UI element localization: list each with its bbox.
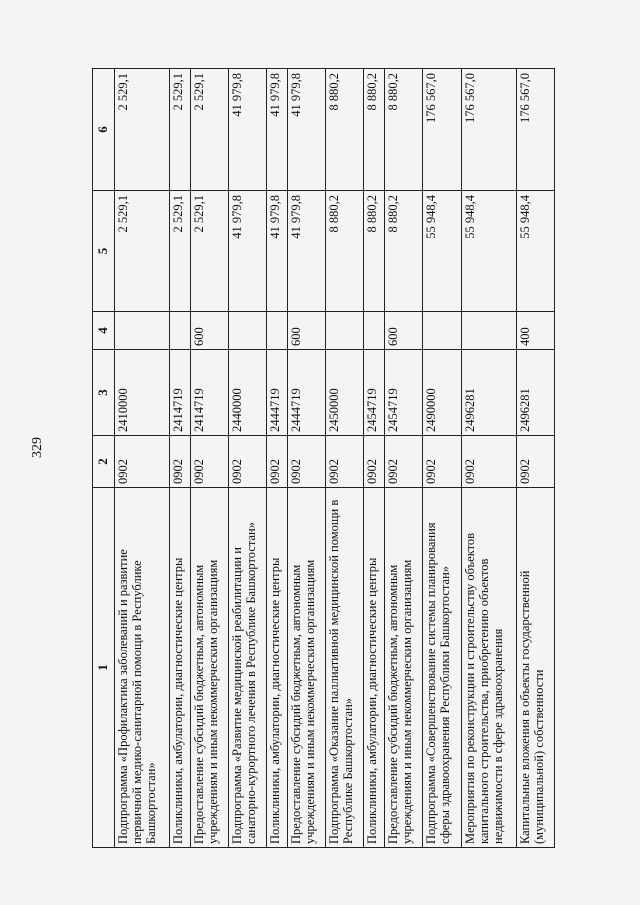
amount-col5-cell: 41 979,8 <box>229 191 267 312</box>
amount-col6-cell: 8 880,2 <box>385 69 423 191</box>
table-row <box>461 69 516 848</box>
table-row <box>229 69 267 848</box>
row-name-cell: Поликлиники, амбулатории, диагностические центры <box>267 488 288 848</box>
amount-col6-cell: 41 979,8 <box>229 69 267 191</box>
section-code-cell: 0902 <box>288 436 326 488</box>
header-col-3: 3 <box>93 350 115 436</box>
section-code-cell: 0902 <box>115 436 170 488</box>
section-code-cell: 0902 <box>267 436 288 488</box>
target-item-cell: 2454719 <box>385 350 423 436</box>
expense-type-cell <box>461 312 516 350</box>
table-row <box>115 69 170 848</box>
amount-col6-cell: 176 567,0 <box>423 69 461 191</box>
section-code-cell: 0902 <box>229 436 267 488</box>
expense-type-cell <box>229 312 267 350</box>
amount-col6-cell: 176 567,0 <box>516 69 554 191</box>
target-item-cell: 2450000 <box>326 350 364 436</box>
expense-type-cell <box>267 312 288 350</box>
amount-col6-cell: 8 880,2 <box>364 69 385 191</box>
section-code-cell: 0902 <box>364 436 385 488</box>
row-name-cell: Поликлиники, амбулатории, диагностические центры <box>364 488 385 848</box>
section-code-cell: 0902 <box>191 436 229 488</box>
expense-type-cell: 600 <box>191 312 229 350</box>
target-item-cell: 2410000 <box>115 350 170 436</box>
section-code-cell: 0902 <box>516 436 554 488</box>
target-item-cell: 2454719 <box>364 350 385 436</box>
amount-col6-cell: 176 567,0 <box>461 69 516 191</box>
amount-col5-cell: 55 948,4 <box>516 191 554 312</box>
expense-type-cell <box>423 312 461 350</box>
table-row <box>385 69 423 848</box>
amount-col5-cell: 41 979,8 <box>267 191 288 312</box>
rotated-table-container <box>92 69 555 848</box>
amount-col6-cell: 8 880,2 <box>326 69 364 191</box>
row-name-cell: Предоставление субсидий бюджетным, автономным учреждениям и иным некоммерческим организациям <box>288 488 326 848</box>
expense-type-cell: 400 <box>516 312 554 350</box>
expense-type-cell <box>170 312 191 350</box>
expense-type-cell <box>364 312 385 350</box>
amount-col6-cell: 41 979,8 <box>288 69 326 191</box>
section-code-cell: 0902 <box>170 436 191 488</box>
target-item-cell: 2496281 <box>516 350 554 436</box>
amount-col5-cell: 2 529,1 <box>170 191 191 312</box>
amount-col5-cell: 55 948,4 <box>461 191 516 312</box>
expense-type-cell <box>326 312 364 350</box>
row-name-cell: Подпрограмма «Оказание паллиативной медицинской помощи в Республике Башкортостан» <box>326 488 364 848</box>
target-item-cell: 2414719 <box>191 350 229 436</box>
expense-type-cell: 600 <box>385 312 423 350</box>
row-name-cell: Поликлиники, амбулатории, диагностические центры <box>170 488 191 848</box>
target-item-cell: 2444719 <box>267 350 288 436</box>
table-row <box>191 69 229 848</box>
row-name-cell: Предоставление субсидий бюджетным, автономным учреждениям и иным некоммерческим организациям <box>385 488 423 848</box>
row-name-cell: Подпрограмма «Совершенствование системы планирования сферы здравоохранения Республики Башкортостан» <box>423 488 461 848</box>
section-code-cell: 0902 <box>423 436 461 488</box>
page-number: 329 <box>30 437 45 458</box>
table-row <box>267 69 288 848</box>
table-row <box>516 69 554 848</box>
header-col-1: 1 <box>93 488 115 848</box>
amount-col5-cell: 2 529,1 <box>191 191 229 312</box>
header-row <box>93 69 115 848</box>
row-name-cell: Мероприятия по реконструкции и строительству объектов капитального строительства, приобретению объектов недвижимости в сфере здравоохранения <box>461 488 516 848</box>
table-row <box>326 69 364 848</box>
expense-type-cell: 600 <box>288 312 326 350</box>
target-item-cell: 2490000 <box>423 350 461 436</box>
budget-table <box>92 68 555 848</box>
target-item-cell: 2496281 <box>461 350 516 436</box>
amount-col6-cell: 2 529,1 <box>115 69 170 191</box>
row-name-cell: Капитальные вложения в объекты государственной (муниципальной) собственности <box>516 488 554 848</box>
amount-col5-cell: 8 880,2 <box>326 191 364 312</box>
amount-col6-cell: 2 529,1 <box>191 69 229 191</box>
target-item-cell: 2444719 <box>288 350 326 436</box>
amount-col5-cell: 2 529,1 <box>115 191 170 312</box>
amount-col6-cell: 2 529,1 <box>170 69 191 191</box>
amount-col5-cell: 8 880,2 <box>364 191 385 312</box>
table-row <box>423 69 461 848</box>
section-code-cell: 0902 <box>385 436 423 488</box>
header-col-5: 5 <box>93 191 115 312</box>
header-col-6: 6 <box>93 69 115 191</box>
row-name-cell: Подпрограмма «Развитие медицинской реабилитации и санаторно-курортного лечения в Республике Башкортостан» <box>229 488 267 848</box>
table-row <box>288 69 326 848</box>
amount-col5-cell: 41 979,8 <box>288 191 326 312</box>
table-row <box>364 69 385 848</box>
amount-col6-cell: 41 979,8 <box>267 69 288 191</box>
section-code-cell: 0902 <box>461 436 516 488</box>
header-col-4: 4 <box>93 312 115 350</box>
amount-col5-cell: 55 948,4 <box>423 191 461 312</box>
table-row <box>170 69 191 848</box>
expense-type-cell <box>115 312 170 350</box>
header-col-2: 2 <box>93 436 115 488</box>
row-name-cell: Предоставление субсидий бюджетным, автономным учреждениям и иным некоммерческим организациям <box>191 488 229 848</box>
row-name-cell: Подпрограмма «Профилактика заболеваний и развитие первичной медико-санитарной помощи в Республике Башкортостан» <box>115 488 170 848</box>
target-item-cell: 2414719 <box>170 350 191 436</box>
target-item-cell: 2440000 <box>229 350 267 436</box>
amount-col5-cell: 8 880,2 <box>385 191 423 312</box>
section-code-cell: 0902 <box>326 436 364 488</box>
